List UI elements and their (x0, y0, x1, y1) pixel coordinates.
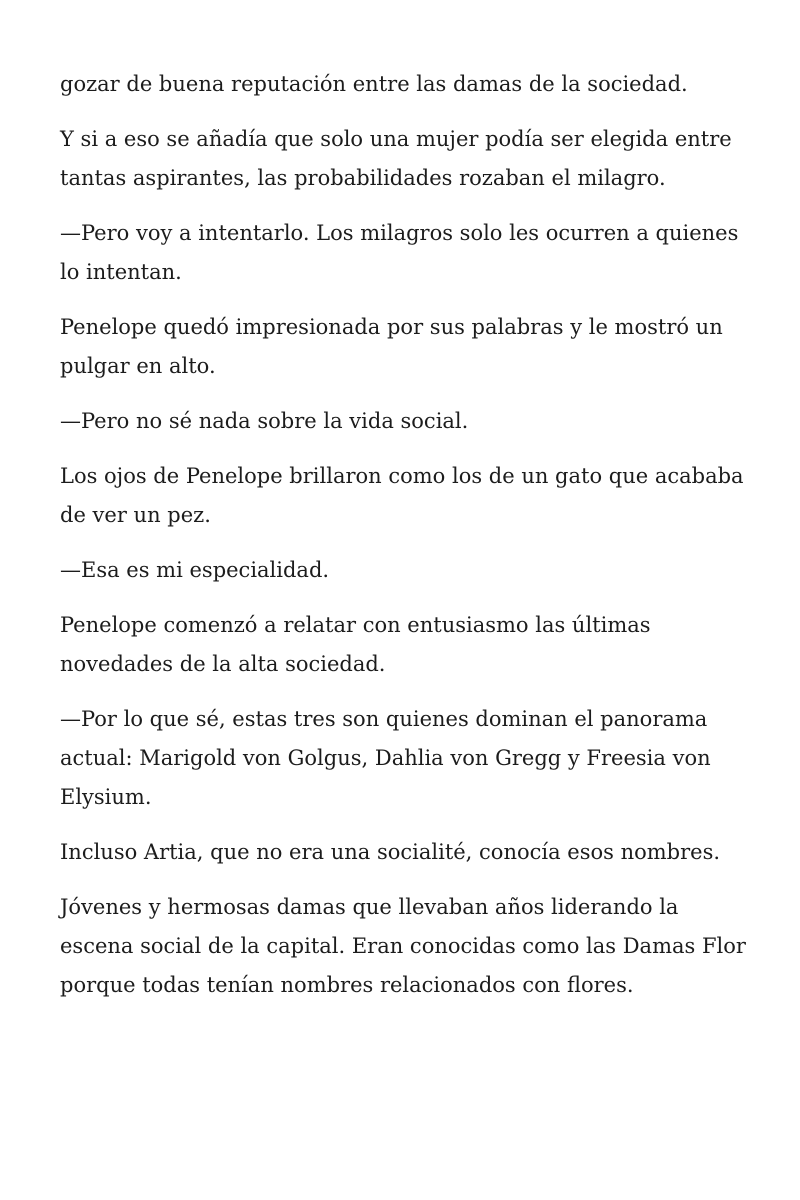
paragraph-11: Jóvenes y hermosas damas que llevaban años liderando la escena social de la capital. Eran conocidas como las Damas Flor porque todas tenían nombres relacionados con flores. (60, 895, 746, 997)
paragraph-6: Los ojos de Penelope brillaron como los de un gato que acababa de ver un pez. (60, 464, 744, 527)
paragraph-8: Penelope comenzó a relatar con entusiasmo las últimas novedades de la alta sociedad. (60, 613, 651, 676)
paragraph-1: gozar de buena reputación entre las damas de la sociedad. (60, 72, 688, 96)
paragraph-10: Incluso Artia, que no era una socialité, conocía esos nombres. (60, 840, 721, 864)
paragraph-2: Y si a eso se añadía que solo una mujer podía ser elegida entre tantas aspirantes, las probabilidades rozaban el milagro. (60, 127, 732, 190)
paragraph-4: Penelope quedó impresionada por sus palabras y le mostró un pulgar en alto. (60, 315, 723, 378)
paragraph-7: —Esa es mi especialidad. (60, 558, 330, 582)
paragraph-9: —Por lo que sé, estas tres son quienes dominan el panorama actual: Marigold von Golgus, Dahlia von Gregg y Freesia von Elysium. (60, 707, 711, 809)
paragraph-3: —Pero voy a intentarlo. Los milagros solo les ocurren a quienes lo intentan. (60, 221, 739, 284)
paragraph-5: —Pero no sé nada sobre la vida social. (60, 409, 469, 433)
reader-page[interactable] (60, 65, 750, 1021)
